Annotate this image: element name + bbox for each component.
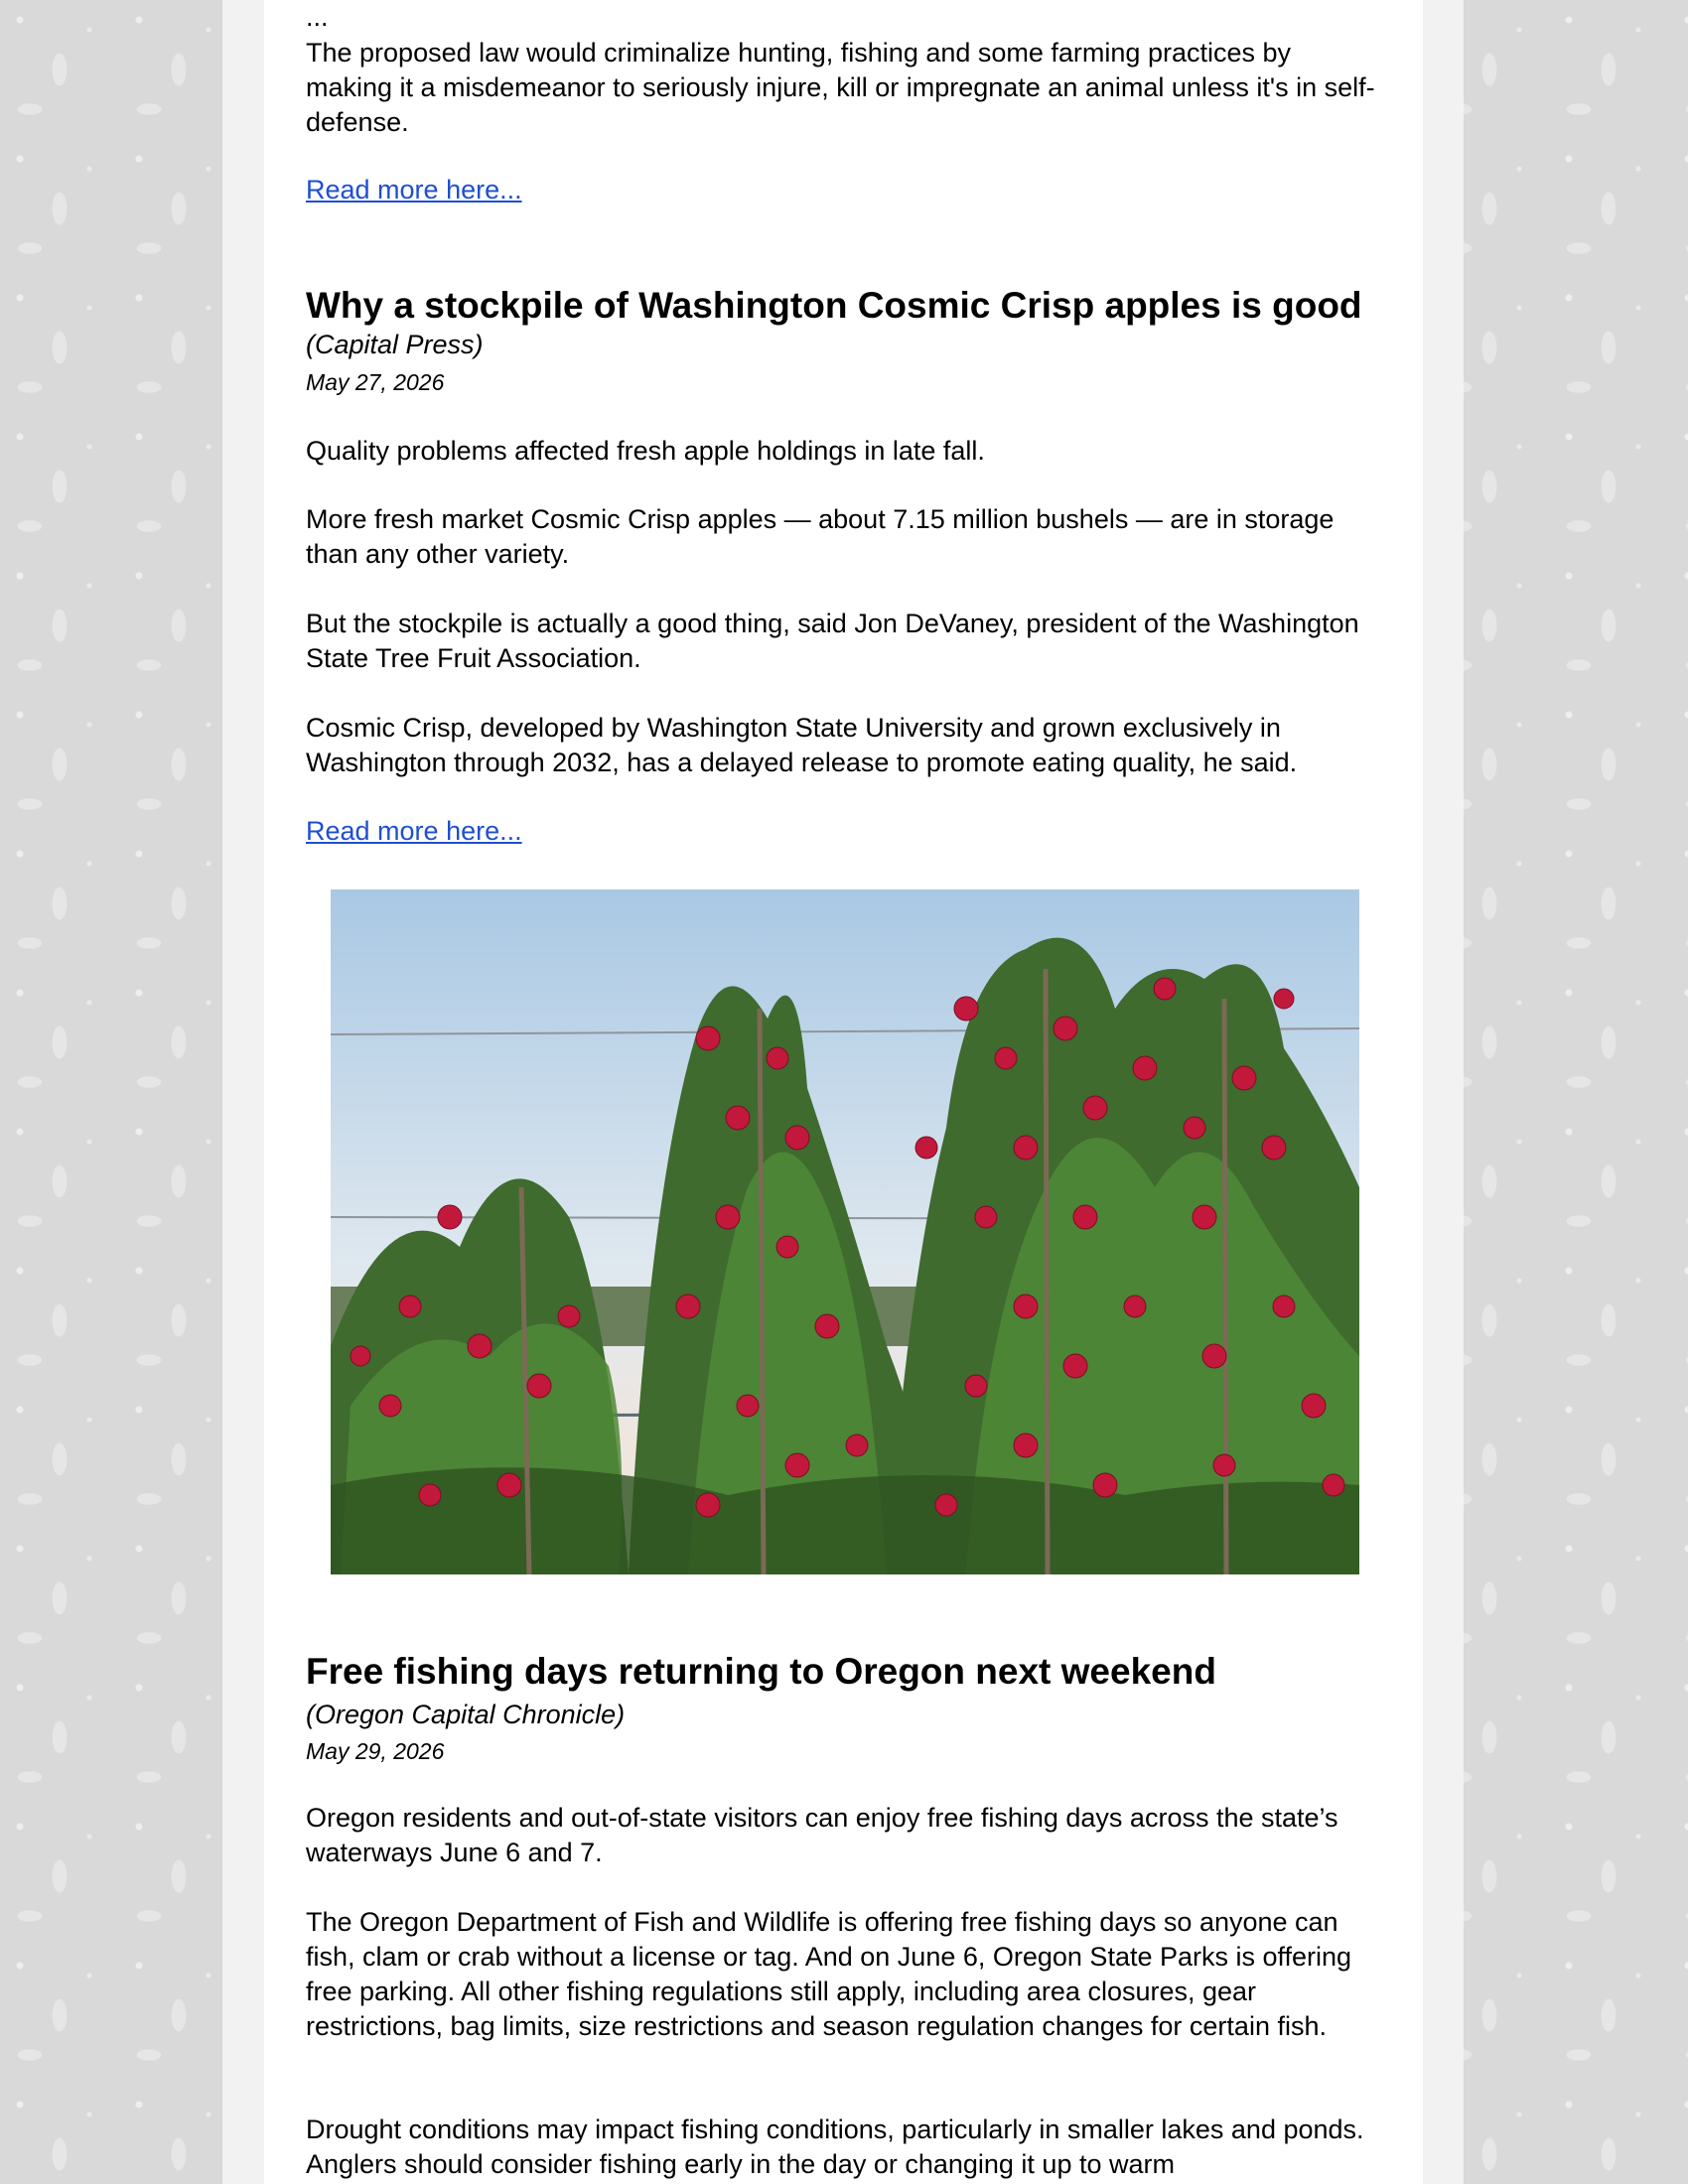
apples-article-source: (Capital Press) xyxy=(306,330,484,359)
apples-article-read-more-link[interactable]: Read more here... xyxy=(306,816,522,846)
apples-paragraph-1: Quality problems affected fresh apple holdings in late fall. xyxy=(306,436,985,466)
newsletter-frame xyxy=(222,0,1464,2184)
prev-article-read-more-link[interactable]: Read more here... xyxy=(306,175,522,205)
continuation-ellipsis: ... xyxy=(306,2,329,32)
fishing-paragraph-1: Oregon residents and out-of-state visitors can enjoy free fishing days across the state’s waterways June 6 and 7. xyxy=(306,1803,1338,1867)
apples-paragraph-3: But the stockpile is actually a good thing, said Jon DeVaney, president of the Washington State Tree Fruit Association. xyxy=(306,609,1359,673)
apple-orchard-photo xyxy=(331,889,1359,1574)
apples-article-title: Why a stockpile of Washington Cosmic Crisp apples is good xyxy=(306,285,1362,326)
fishing-article-source: (Oregon Capital Chronicle) xyxy=(306,1700,626,1729)
fishing-paragraph-2: The Oregon Department of Fish and Wildlife is offering free fishing days so anyone can fish, clam or crab without a license or tag. And on June 6, Oregon State Parks is offering free parking. All other fishing regulations still apply, including area closures, gear restrictions, bag limits, size restrictions and season regulation changes for certain fish. xyxy=(306,1907,1352,2041)
apples-article-date: May 27, 2026 xyxy=(306,369,445,395)
fishing-article-title: Free fishing days returning to Oregon next weekend xyxy=(306,1651,1216,1692)
apples-paragraph-2: More fresh market Cosmic Crisp apples — about 7.15 million bushels — are in storage than any other variety. xyxy=(306,504,1335,569)
newsletter-content-card xyxy=(264,0,1423,2184)
fishing-paragraph-3: Drought conditions may impact fishing conditions, particularly in smaller lakes and ponds. Anglers should consider fishing early in the day or changing it up to warm xyxy=(306,2115,1364,2179)
prev-article-paragraph: The proposed law would criminalize hunting, fishing and some farming practices by making it a misdemeanor to seriously injure, kill or impregnate an animal unless it's in self-defense. xyxy=(306,38,1375,137)
fishing-article-date: May 29, 2026 xyxy=(306,1738,445,1764)
apples-paragraph-4: Cosmic Crisp, developed by Washington State University and grown exclusively in Washington through 2032, has a delayed release to promote eating quality, he said. xyxy=(306,713,1298,777)
